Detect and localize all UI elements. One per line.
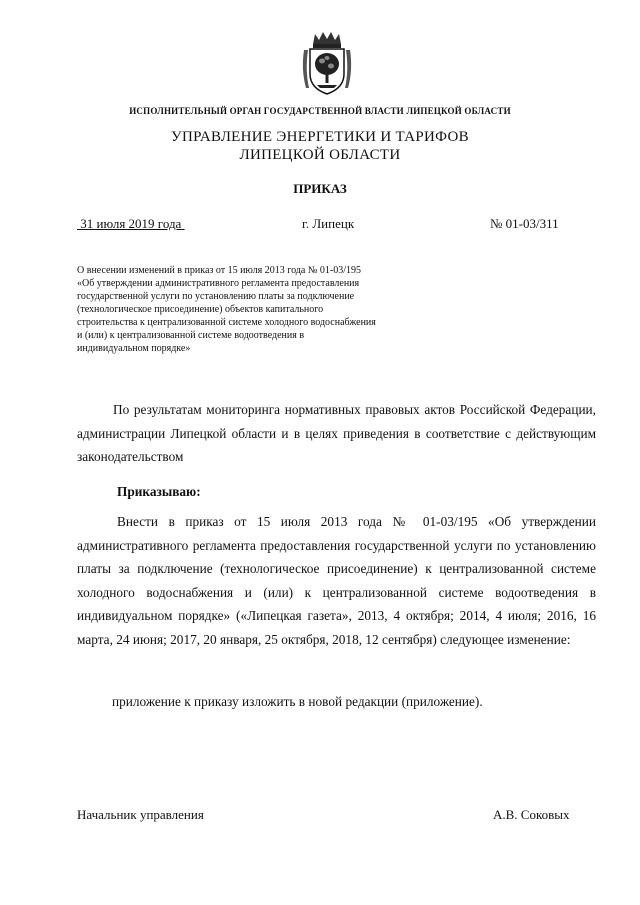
order-number: № 01-03/311	[490, 216, 559, 231]
department-line-2: ЛИПЕЦКОЙ ОБЛАСТИ	[239, 147, 401, 163]
order-subject: О внесении изменений в приказ от 15 июля 2013 года № 01-03/195 «Об утверждении административного регламента предоставления государственной услуги по установлению платы за подключение (технологическое присоединение) объектов капитального строительства к централизованной системе холодного водоснабжения и (или) к централизованной системе водоотведения в индивидуальном порядке»	[77, 265, 376, 354]
department-line-1: УПРАВЛЕНИЕ ЭНЕРГЕТИКИ И ТАРИФОВ	[171, 129, 469, 145]
department-name	[0, 128, 640, 164]
coat-of-arms-icon	[300, 30, 354, 96]
authority-title: ИСПОЛНИТЕЛЬНЫЙ ОРГАН ГОСУДАРСТВЕННОЙ ВЛАСТИ ЛИПЕЦКОЙ ОБЛАСТИ	[129, 106, 511, 116]
decree-word: Приказываю:	[117, 484, 201, 499]
amendment-paragraph: Внести в приказ от 15 июля 2013 года № 01-03/195 «Об утверждении административного регламента предоставления государственной услуги по установлению платы за подключение (технологическое присоединение) к централизованной системе холодного водоснабжения и (или) к централизованной системе водоотведения в индивидуальном порядке» («Липецкая газета», 2013, 4 октября; 2014, 4 июля; 2016, 16 марта, 24 июня; 2017, 20 января, 25 октября, 2018, 12 сентября) следующее изменение:	[77, 514, 596, 647]
signatory-name: А.В. Соковых	[493, 807, 570, 822]
annex-paragraph: приложение к приказу изложить в новой редакции (приложение).	[112, 694, 483, 709]
signatory-position: Начальник управления	[77, 807, 204, 822]
document-type: ПРИКАЗ	[293, 181, 347, 196]
preamble-paragraph: По результатам мониторинга нормативных правовых актов Российской Федерации, администрации Липецкой области и в целях приведения в соответствие с действующим законодательством	[77, 402, 596, 465]
order-city: г. Липецк	[302, 216, 355, 231]
order-date: 31 июля 2019 года	[77, 216, 185, 231]
